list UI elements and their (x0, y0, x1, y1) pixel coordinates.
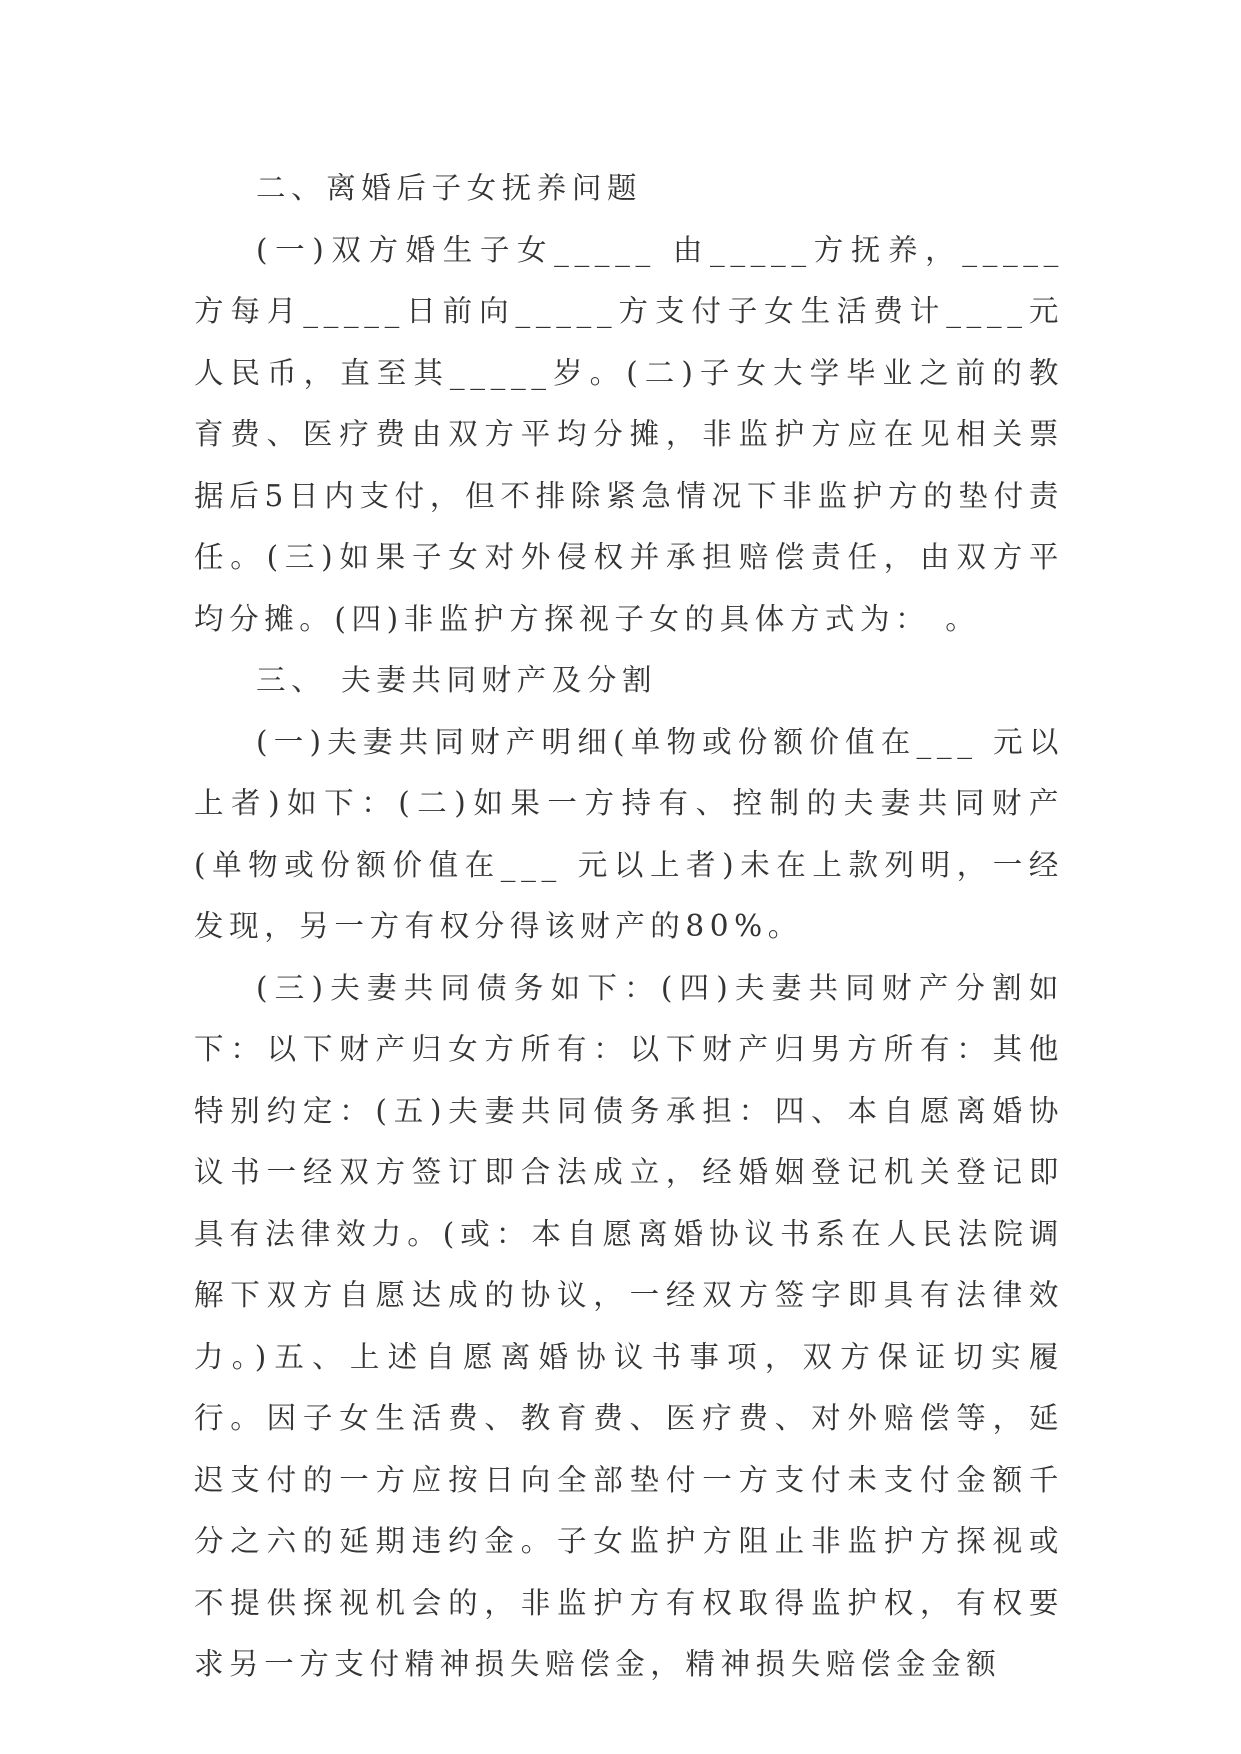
section-heading-joint-property: 三、 夫妻共同财产及分割 (256, 663, 658, 697)
section-heading-child-custody: 二、离婚后子女抚养问题 (256, 171, 643, 205)
document-page (194, 158, 1064, 1696)
paragraph-debts-and-effect: (三)夫妻共同债务如下：(四)夫妻共同财产分割如下：以下财产归女方所有：以下财产归男方所有：其他特别约定：(五)夫妻共同债务承担：四、本自愿离婚协议书一经双方签订即合法成立，经婚姻登记机关登记即具有法律效力。(或：本自愿离婚协议书系在人民法院调解下双方自愿达成的协议，一经双方签字即具有法律效力。)五、上述自愿离婚协议书事项，双方保证切实履行。因子女生活费、教育费、医疗费、对外赔偿等，延迟支付的一方应按日向全部垫付一方支付未支付金额千分之六的延期违约金。子女监护方阻止非监护方探视或不提供探视机会的，非监护方有权取得监护权，有权要求另一方支付精神损失赔偿金，精神损失赔偿金金额 (194, 970, 1064, 1681)
paragraph-property-list: (一)夫妻共同财产明细(单物或份额价值在___ 元以上者)如下：(二)如果一方持有、控制的夫妻共同财产(单物或份额价值在___ 元以上者)未在上款列明，一经发现，另一方有权分得该财产的80%。 (194, 724, 1064, 943)
paragraph-child-support-terms: (一)双方婚生子女_____ 由_____方抚养，_____方每月_____日前向_____方支付子女生活费计____元人民币，直至其_____岁。(二)子女大学毕业之前的教育费、医疗费由双方平均分摊，非监护方应在见相关票据后5日内支付，但不排除紧急情况下非监护方的垫付责任。(三)如果子女对外侵权并承担赔偿责任，由双方平均分摊。(四)非监护方探视子女的具体方式为： 。 (194, 232, 1064, 636)
